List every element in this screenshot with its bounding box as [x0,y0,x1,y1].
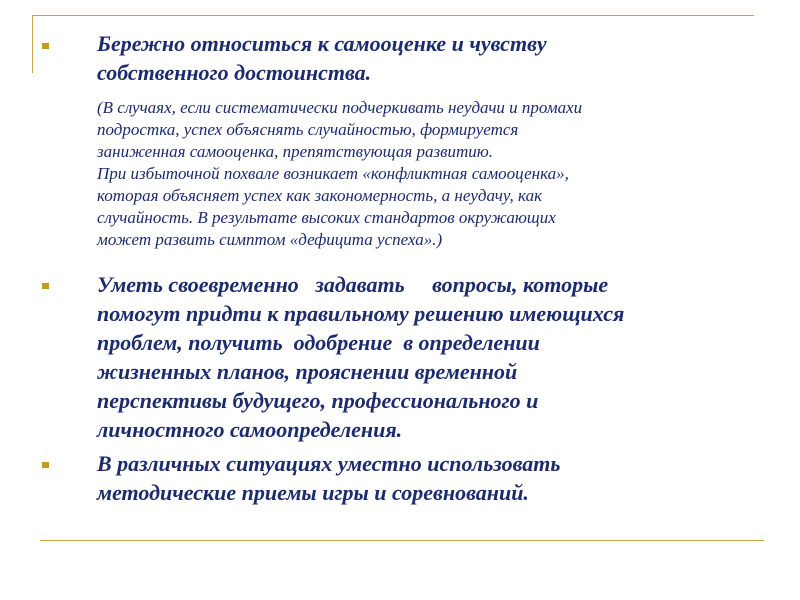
item-3-line: методические приемы игры и соревнований. [97,480,529,505]
item-2-line: помогут придти к правильному решению имеющихся [97,301,625,326]
note-line: случайность. В результате высоких стандартов окружающих [97,208,556,227]
item-1-line: собственного достоинства. [97,60,372,85]
note-line: (В случаях, если систематически подчеркивать неудачи и промахи [97,98,583,117]
item-2-line: перспективы будущего, профессионального и [97,388,539,413]
bullet-3-icon [42,462,49,468]
item-2-line: Уметь своевременно задавать вопросы, которые [97,272,609,297]
item-3-line: В различных ситуациях уместно использовать [97,451,561,476]
item-2-line: проблем, получить одобрение в определении [97,330,540,355]
frame-left-line [32,15,33,73]
note-line: заниженная самооценка, препятствующая развитию. [97,142,493,161]
bullet-item-3 [97,449,757,507]
note-line: При избыточной похвале возникает «конфликтная самооценка», [97,164,569,183]
frame-top-line [32,15,754,16]
item-1-line: Бережно относиться к самооценке и чувству [97,31,547,56]
frame-bottom-line [40,540,764,541]
bullet-2-icon [42,283,49,289]
note-line: может развить симптом «дефицита успеха».) [97,230,443,249]
bullet-item-1 [97,29,757,87]
explanatory-note [97,97,757,251]
note-line: которая объясняет успех как закономерность, а неудачу, как [97,186,543,205]
bullet-1-icon [42,43,49,49]
note-line: подростка, успех объяснять случайностью, формируется [97,120,519,139]
bullet-item-2 [97,270,757,444]
item-2-line: личностного самоопределения. [97,417,403,442]
item-2-line: жизненных планов, прояснении временной [97,359,518,384]
